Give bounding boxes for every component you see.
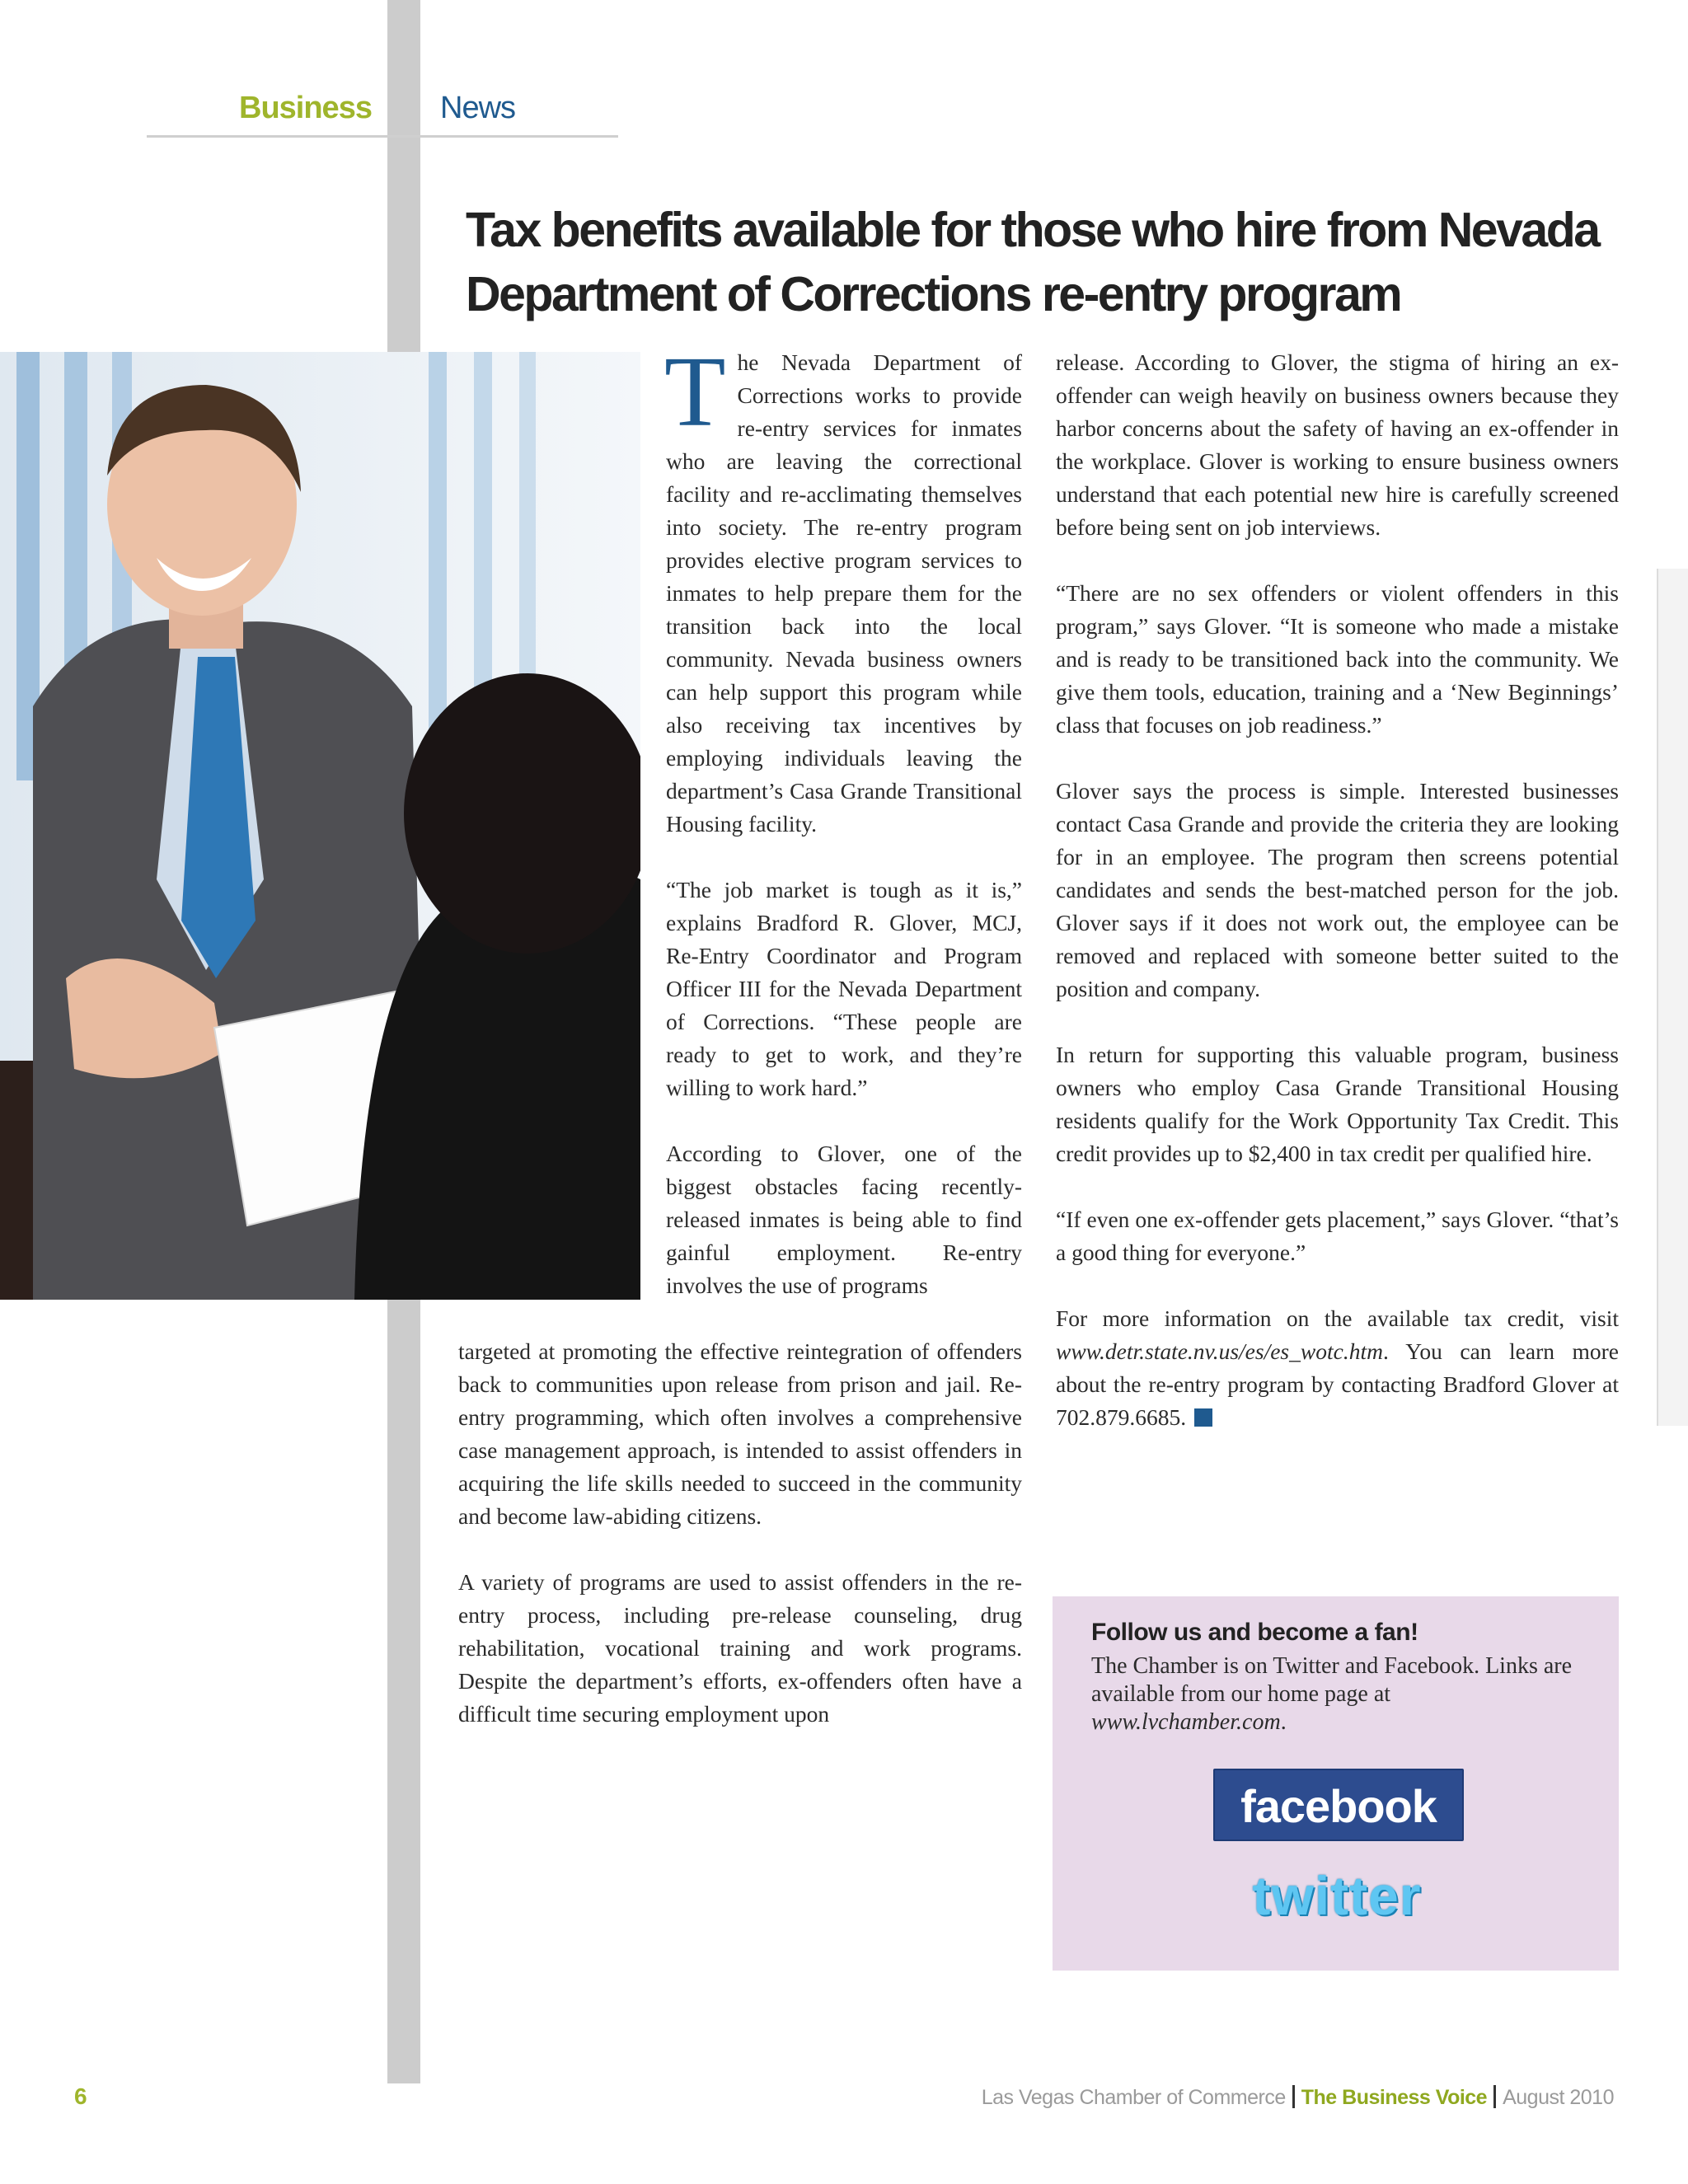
- article-paragraph-4-start: A variety of programs are used to assist offenders in the re-entry process, including pre-release counseling, drug rehabilitation, vocational training and work programs. Despite the department’s efforts, ex-offenders often have a difficult time securing employment upon: [458, 1569, 1022, 1727]
- article-paragraph-3-start: According to Glover, one of the biggest obstacles facing recently-released inmates is being able to find gainful employment. Re-entry involves the use of programs: [666, 1141, 1022, 1298]
- follow-us-text: [1091, 1652, 1586, 1736]
- adjacent-page-edge: [1657, 569, 1688, 1426]
- end-of-article-square-icon: [1194, 1408, 1212, 1427]
- footer-divider: [1292, 2085, 1295, 2108]
- article-paragraph-4-end: release. According to Glover, the stigma of hiring an ex-offender can weigh heavily on business owners because they harbor concerns about the safety of having an ex-offender in the workplace. Glover is working to ensure business owners understand that each potential new hire is carefully screened before being sent on job interviews.: [1056, 349, 1619, 540]
- paragraph-1-text: he Nevada Department of Corrections works to provide re-entry services for inmates who are leaving the correctional facility and re-acclimating themselves into society. The re-entry program provides elective program services to inmates to help prepare them for the transition back into the local community. Nevada business owners can help support this program while also receiving tax incentives by employing individuals leaving the department’s Casa Grande Transitional Housing facility.: [666, 349, 1022, 837]
- footer-org: Las Vegas Chamber of Commerce: [981, 2086, 1286, 2109]
- follow-us-box: [1053, 1596, 1619, 1971]
- businessman-handshake-photo: [0, 352, 640, 1300]
- footer-issue: August 2010: [1503, 2086, 1614, 2109]
- article-paragraph-8: “If even one ex-offender gets placement,” says Glover. “that’s a good thing for everyone.”: [1056, 1207, 1619, 1265]
- article-headline: Tax benefits available for those who hire from Nevada Department of Corrections re-entry program: [466, 203, 1599, 321]
- article-paragraph-2: “The job market is tough as it is,” explains Bradford R. Glover, MCJ, Re-Entry Coordinator and Program Officer III for the Nevada Department of Corrections. “These people are ready to get to work, and they’re willing to work hard.”: [666, 877, 1022, 1100]
- paragraph-9-lead: For more information on the available tax credit, visit: [1056, 1305, 1619, 1331]
- article-column-2: [1056, 346, 1619, 1467]
- follow-us-title: Follow us and become a fan!: [1091, 1619, 1418, 1646]
- section-label-business: Business: [239, 91, 372, 125]
- article-column-1-top: [664, 336, 1022, 1302]
- article-paragraph-7: In return for supporting this valuable program, business owners who employ Casa Grande Transitional Housing residents qualify for the Work Opportunity Tax Credit. This credit provides up to $2,400 in tax credit per qualified hire.: [1056, 1042, 1619, 1166]
- footer-divider: [1493, 2085, 1496, 2108]
- article-paragraph-1: [664, 336, 1022, 841]
- wotc-link[interactable]: www.detr.state.nv.us/es/es_wotc.htm: [1056, 1338, 1383, 1364]
- section-label-news: News: [440, 91, 516, 125]
- article-paragraph-3-end: targeted at promoting the effective reintegration of offenders back to communities upon release from prison and jail. Re-entry programming, which often involves a comprehensive case management approach, is intended to assist offenders in acquiring the life skills needed to succeed in the community and become law-abiding citizens.: [458, 1338, 1022, 1529]
- drop-cap: T: [664, 336, 726, 448]
- follow-us-body: The Chamber is on Twitter and Facebook. Links are available from our home page at: [1091, 1653, 1573, 1707]
- paragraph-9-tail: . You can learn more about the re-entry program by contacting Bradford Glover at 702.879.6685.: [1056, 1338, 1619, 1430]
- page-number: 6: [74, 2083, 87, 2109]
- follow-us-period: .: [1280, 1709, 1287, 1735]
- footer-publication: The Business Voice: [1301, 2086, 1488, 2109]
- article-column-1-bottom: [458, 1335, 1022, 1731]
- article-paragraph-5: “There are no sex offenders or violent offenders in this program,” says Glover. “It is someone who made a mistake and is ready to be transitioned back into the community. We give them tools, education, training and a ‘New Beginnings’ class that focuses on job readiness.”: [1056, 580, 1619, 738]
- facebook-logo[interactable]: facebook: [1213, 1769, 1464, 1841]
- twitter-logo[interactable]: twitter: [1252, 1865, 1422, 1926]
- header-rule: [147, 135, 618, 138]
- chamber-website-link[interactable]: www.lvchamber.com: [1091, 1709, 1281, 1735]
- article-paragraph-6: Glover says the process is simple. Interested businesses contact Casa Grande and provide the criteria they are looking for in an employee. The program then screens potential candidates and sends the best-matched person for the job. Glover says if it does not work out, the employee can be removed and replaced with someone better suited to the position and company.: [1056, 778, 1619, 1001]
- page-footer: [982, 2085, 1614, 2110]
- article-photo: [0, 352, 640, 1300]
- article-paragraph-9: [1056, 1302, 1619, 1434]
